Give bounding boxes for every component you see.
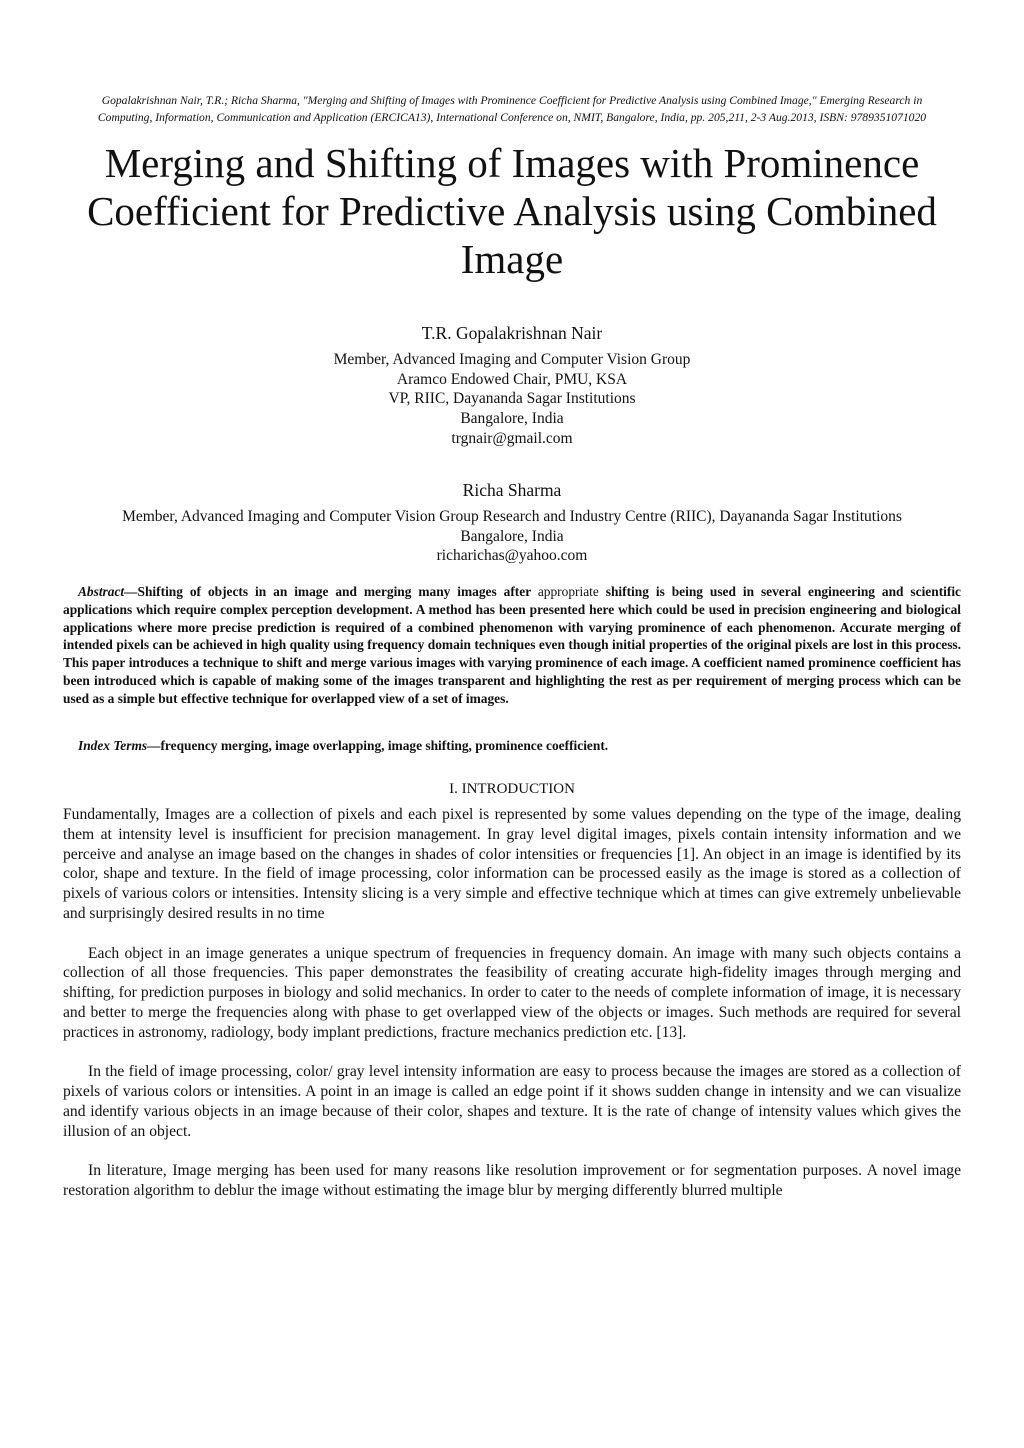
citation-header: Gopalakrishnan Nair, T.R.; Richa Sharma, "Merging and Shifting of Images with Prominence Coefficient for Predictive Analysis using Combined Image," Emerging Research in Computing, Information, Communication and Application (ERCICA13), International Conference on, NMIT, Bangalore, India, pp. 205,211, 2-3 Aug.2013, ISBN: 9789351071020 bbox=[97, 94, 927, 124]
paragraph: Fundamentally, Images are a collection of pixels and each pixel is represented by some values depending on the type of the image, dealing them at intensity level is insufficient for precision management. In gray level digital images, pixels contain intensity information and we perceive and analyse an image based on the changes in shades of color intensities or frequencies [1]. An object in an image is identified by its color, shape and texture. In the field of image processing, color information can be processed easily as the image is stored as a collection of pixels of various colors or intensities. Intensity slicing is a very simple and effective technique which at times can give extremely unbelievable and surprisingly desired results in no time bbox=[63, 806, 961, 922]
abstract-text: shifting is being used in several engineering and scientific applications which require complex perception development. A method has been presented here which could be used in precision engineering and biological applications where more precise prediction is required of a combined phenomenon with varying prominence of each phenomenon. Accurate merging of intended pixels can be achieved in high quality using frequency domain techniques even though initial properties of the original pixels are lost in this process. This paper introduces a technique to shift and merge various images with varying prominence of each image. A coefficient named prominence coefficient has been introduced which is capable of making some of the images transparent and highlighting the rest as per requirement of merging process which can be used as a simple but effective technique for overlapped view of a set of images. bbox=[63, 584, 961, 706]
author-name: T.R. Gopalakrishnan Nair bbox=[421, 323, 603, 343]
index-terms-label: Index Terms— bbox=[78, 738, 161, 753]
author-affiliation: Aramco Endowed Chair, PMU, KSA bbox=[396, 370, 628, 388]
author-block-2 bbox=[63, 481, 961, 566]
abstract-label: Abstract— bbox=[78, 584, 138, 599]
abstract-text: appropriate bbox=[537, 584, 599, 599]
index-terms bbox=[63, 737, 961, 755]
paper-title: Merging and Shifting of Images with Prominence Coefficient for Predictive Analysis using Combined Image bbox=[87, 140, 937, 282]
paragraph: Each object in an image generates a unique spectrum of frequencies in frequency domain. An image with many such objects contains a collection of all those frequencies. This paper demonstrates the feasibility of creating accurate high-fidelity images through merging and shifting, for prediction purposes in biology and solid mechanics. In order to cater to the needs of complete information of image, it is necessary and better to merge the frequencies along with phase to get overlapped view of the objects or images. Such methods are required for several practices in astronomy, radiology, body implant predictions, fracture mechanics prediction etc. [13]. bbox=[63, 944, 961, 1041]
author-location: Bangalore, India bbox=[460, 410, 564, 428]
section-title: NTRODUCTION bbox=[466, 781, 575, 797]
paragraph: In literature, Image merging has been used for many reasons like resolution improvement or for segmentation purposes. A novel image restoration algorithm to deblur the image without estimating the image blur by merging differently blurred multiple bbox=[63, 1162, 961, 1200]
body-text bbox=[63, 805, 961, 1221]
abstract bbox=[63, 583, 961, 708]
author-location: Bangalore, India bbox=[460, 527, 564, 545]
author-block-1 bbox=[63, 324, 961, 449]
author-affiliation: VP, RIIC, Dayananda Sagar Institutions bbox=[388, 390, 636, 408]
abstract-text: Shifting of objects in an image and merging many images after bbox=[137, 584, 538, 599]
author-email: richarichas@yahoo.com bbox=[436, 547, 588, 565]
section-number: I. I bbox=[449, 781, 467, 797]
author-affiliation: Member, Advanced Imaging and Computer Vision Group Research and Industry Centre (RIIC), Dayananda Sagar Institutions bbox=[122, 507, 902, 525]
paragraph: In the field of image processing, color/ gray level intensity information are easy to process because the images are stored as a collection of pixels of various colors or intensities. A point in an image is called an edge point if it shows sudden change in intensity and we can visualize and identify various objects in an image because of their color, shapes and texture. It is the rate of change of intensity values which gives the illusion of an object. bbox=[63, 1063, 961, 1140]
author-affiliation: Member, Advanced Imaging and Computer Vision Group bbox=[333, 350, 691, 368]
section-heading bbox=[63, 780, 961, 798]
author-email: trgnair@gmail.com bbox=[451, 429, 573, 447]
author-name: Richa Sharma bbox=[462, 480, 562, 500]
index-terms-text: frequency merging, image overlapping, image shifting, prominence coefficient. bbox=[160, 738, 609, 753]
